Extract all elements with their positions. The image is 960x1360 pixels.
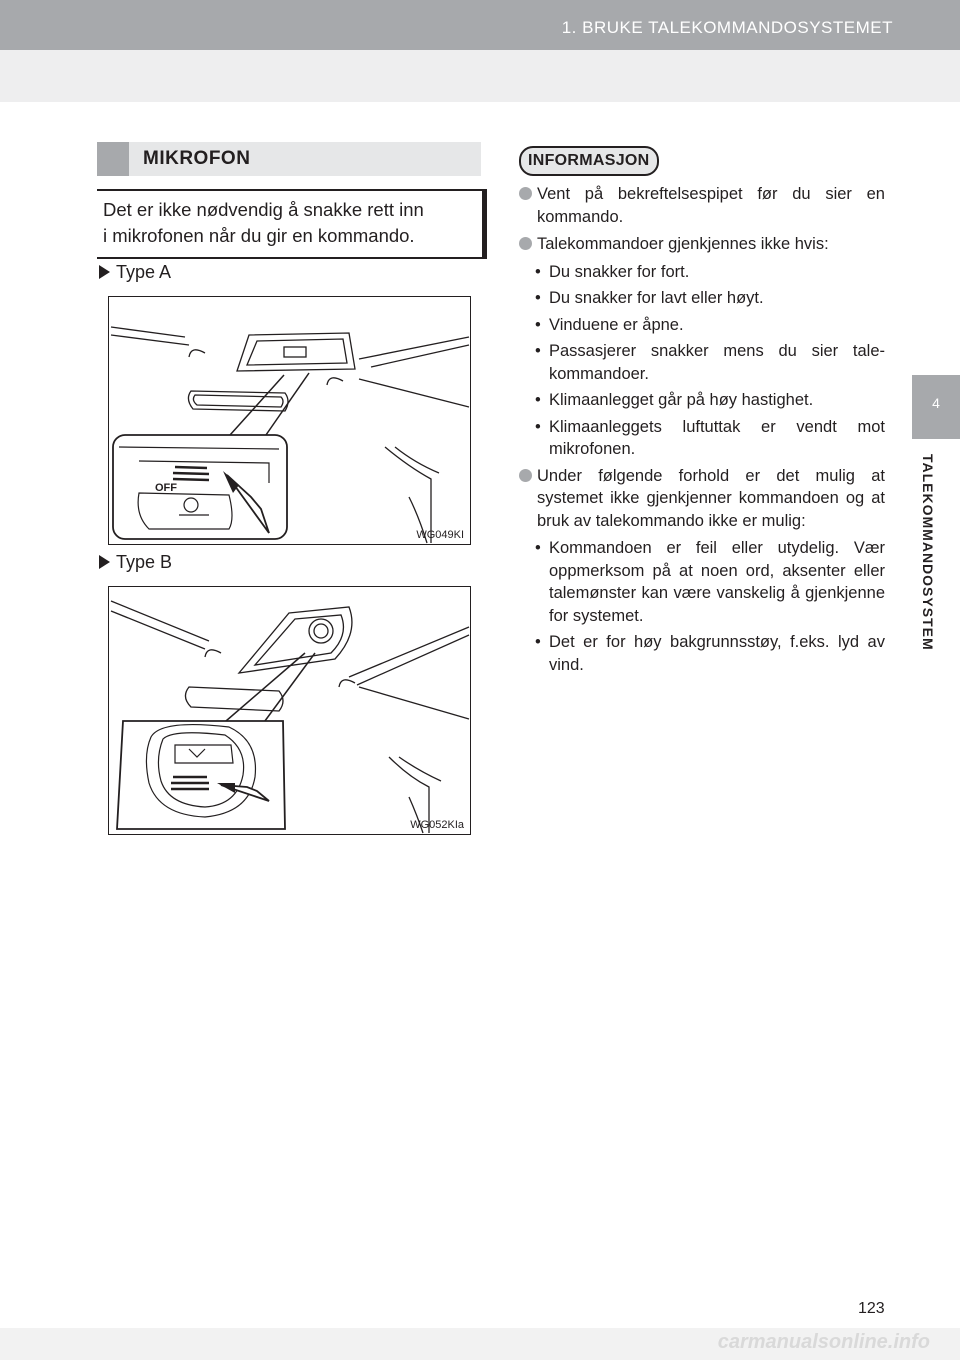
sub-bullet-marker: • [535, 391, 541, 409]
sub-bullet-text: Klimaanlegget går på høy hastighet. [549, 391, 814, 409]
info-bullet [519, 233, 885, 256]
sub-bullet [519, 340, 885, 385]
info-bullet [519, 183, 885, 228]
figure-type-a [108, 296, 471, 545]
chapter-number: 4 [932, 395, 940, 411]
info-bullet-1: Vent på bekreftelsespipet før du sier en kommando. [537, 185, 885, 226]
sub-bullet [519, 261, 885, 284]
info-bullet-3: Under følgende forhold er det mulig at systemet ikke gjenkjenner kommandoen og at bruk av talekommando ikke er mulig: [537, 466, 885, 530]
note-box [97, 189, 487, 259]
sub-bullet-text: Vinduene er åpne. [549, 315, 684, 334]
sub-bullet [519, 287, 885, 310]
type-b-text: Type B [116, 552, 173, 572]
bullet-dot-icon [519, 469, 532, 482]
footer-watermark[interactable]: carmanualsonline.info [717, 1331, 930, 1353]
figure-code-a: WG049KI [416, 529, 464, 541]
sub-bullet-marker: • [535, 417, 541, 436]
sub-bullet [519, 314, 885, 337]
type-a-label [99, 262, 171, 283]
info-badge: INFORMASJON [519, 146, 659, 176]
note-line-2: i mikrofonen når du gir en kommando. [103, 225, 415, 246]
sub-bullet-text: Du snakker for fort. [549, 262, 690, 281]
page-number: 123 [858, 1300, 885, 1317]
section-label [904, 454, 952, 704]
bullet-dot-icon [519, 187, 532, 200]
bullet-dot-icon [519, 237, 532, 250]
sub-bullet-text: Passasjerer snakker mens du sier tale-kommandoer. [549, 342, 885, 383]
triangle-bullet-icon [99, 555, 110, 569]
sub-bullet-marker: • [535, 539, 541, 557]
sub-bullet-marker: • [535, 289, 541, 307]
section-heading [97, 142, 481, 176]
figure-type-b [108, 586, 471, 835]
info-bullet [519, 465, 885, 533]
sub-bullet [519, 537, 885, 627]
info-bullet-2: Talekommandoer gjenkjennes ikke hvis: [537, 235, 829, 253]
sub-bullet-text: Kommandoen er feil eller utydelig. Vær oppmerksom på at noen ord, aksenter eller talemønster kan være vanskelig å gjenkjenne for systemet. [549, 539, 885, 625]
figure-type-b-drawing [109, 587, 470, 834]
note-line-1: Det er ikke nødvendig å snakke rett inn [103, 199, 424, 220]
section-label-text: TALEKOMMANDOSYSTEM [920, 454, 936, 651]
sub-bullet-text: Du snakker for lavt eller høyt. [549, 289, 764, 307]
chapter-title: 1. BRUKE TALEKOMMANDOSYSTEMET [561, 18, 893, 37]
triangle-bullet-icon [99, 265, 110, 279]
header-band [0, 50, 960, 102]
sub-bullet-text: Klimaanleggets luftuttak er vendt mot mikrofonen. [549, 417, 885, 458]
section-heading-text: MIKROFON [143, 148, 251, 169]
sub-bullet [519, 416, 885, 461]
switch-off-label: OFF [155, 482, 177, 494]
sub-bullet-marker: • [535, 262, 541, 281]
chapter-tab[interactable] [912, 375, 960, 439]
sub-bullet-marker: • [535, 633, 541, 651]
figure-code-b: WG052KIa [410, 819, 464, 831]
info-list [519, 183, 885, 680]
figure-type-a-drawing [109, 297, 470, 544]
sub-bullet-text: Det er for høy bakgrunnsstøy, f.eks. lyd av vind. [549, 633, 885, 674]
header-bar [0, 0, 960, 50]
type-a-text: Type A [116, 262, 172, 282]
sub-bullet-marker: • [535, 342, 541, 360]
type-b-label [99, 552, 172, 573]
sub-bullet [519, 631, 885, 676]
sub-bullet-marker: • [535, 315, 541, 334]
heading-square [97, 142, 129, 176]
sub-bullet [519, 389, 885, 412]
